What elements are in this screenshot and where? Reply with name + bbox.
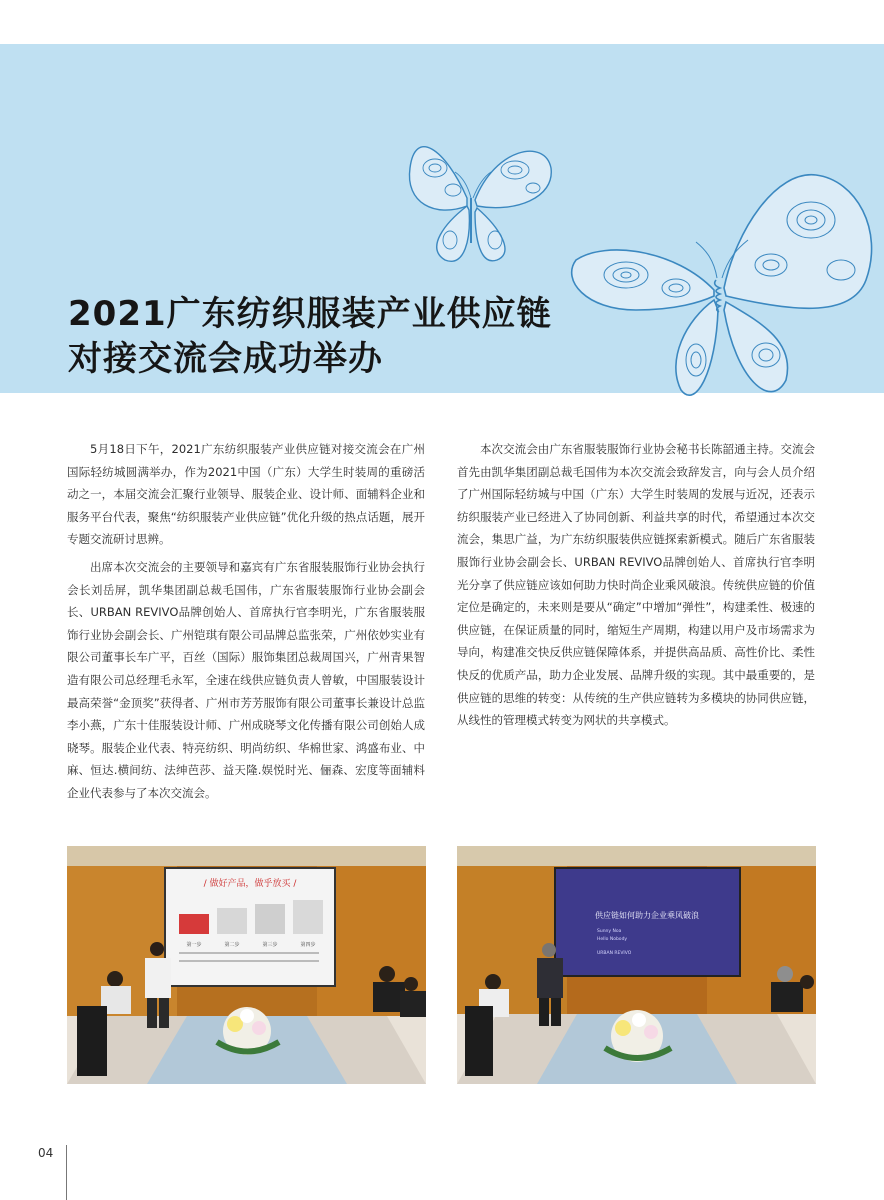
page-number: 04: [38, 1146, 54, 1160]
left-column: [67, 438, 425, 810]
right-column: [457, 438, 815, 737]
right-slide-sub2: Hello Nobody: [597, 937, 628, 942]
paragraph: 5月18日下午，2021广东纺织服装产业供应链对接交流会在广州国际轻纺城圆满举办，作为2021中国（广东）大学生时装周的重磅活动之一，本届交流会汇聚行业领导、服装企业、设计师、面辅料企业和服务平台代表，聚焦“纺织服装产业供应链”优化升级的热点话题，展开专题交流研讨思辨。: [67, 442, 425, 547]
event-photo-right: [457, 846, 816, 1084]
title-line-1: 2021广东纺织服装产业供应链: [68, 294, 552, 334]
right-slide-title: 供应链如何助力企业乘风破浪: [595, 911, 699, 920]
slide-step-2: 第二步: [224, 942, 240, 948]
title-line-2: 对接交流会成功举办: [68, 339, 383, 379]
article-title: [68, 292, 552, 382]
right-slide-brand: URBAN REVIVO: [597, 951, 632, 956]
slide-step-4: 第四步: [300, 942, 316, 948]
slide-step-3: 第三步: [262, 942, 278, 948]
left-slide-title: / 做好产品，做乎放买 /: [203, 879, 297, 889]
page-number-divider: [66, 1145, 67, 1200]
butterfly-small-illustration: [405, 128, 555, 268]
butterfly-large-illustration: [566, 170, 884, 410]
event-photo-left: [67, 846, 426, 1084]
slide-step-1: 第一步: [186, 942, 202, 948]
paragraph: 本次交流会由广东省服装服饰行业协会秘书长陈韶通主持。交流会首先由凯华集团副总裁毛国伟为本次交流会致辞发言，向与会人员介绍了广州国际轻纺城与中国（广东）大学生时装周的发展与近况，还表示纺织服装产业已经进入了协同创新、利益共享的时代，希望通过本次交流会，集思广益，为广东纺织服装供应链探索新模式。随后广东省服装服饰行业协会副会长、URBAN REVIVO品牌创始人、首席执行官李明光分享了供应链应该如何助力快时尚企业乘风破浪。传统供应链的价值定位是确定的，未来则是要从“确定”中增加“弹性”，构建柔性、极速的供应链，在保证质量的同时，缩短生产周期，构建以用户及市场需求为导向，构建准交快反供应链保障体系，并提供高品质、高性价比、柔性快反的优质产品，助力企业发展、品牌升级的实现。其中最重要的，是供应链的思维的转变：从传统的生产供应链转为多模块的协同供应链，从线性的管理模式转变为网状的共享模式。: [457, 442, 815, 728]
right-slide-sub1: Sunny Noa: [597, 929, 622, 934]
paragraph: 出席本次交流会的主要领导和嘉宾有广东省服装服饰行业协会执行会长刘岳屏，凯华集团副总裁毛国伟，广东省服装服饰行业协会副会长、URBAN REVIVO品牌创始人、首席执行官李明光，广东省服装服饰行业协会副会长、广州铠琪有限公司品牌总监张荣，广州依妙实业有限公司董事长车广平，百丝（国际）服饰集团总裁周国兴，广州青果智造有限公司总经理毛永军，全速在线供应链负责人曾敏，中国服装设计最高荣誉“金顶奖”获得者、广州市芳芳服饰有限公司董事长兼设计总监李小燕，广东十佳服装设计师、广州成晓琴文化传播有限公司创始人成晓琴。服装企业代表、特亮纺织、明尚纺织、华棉世家、鸿盛布业、中麻、恒达.横间纺、法绅芭莎、益天隆.娱悦时光、俪森、宏度等面辅料企业代表参与了本次交流会。: [67, 559, 425, 800]
